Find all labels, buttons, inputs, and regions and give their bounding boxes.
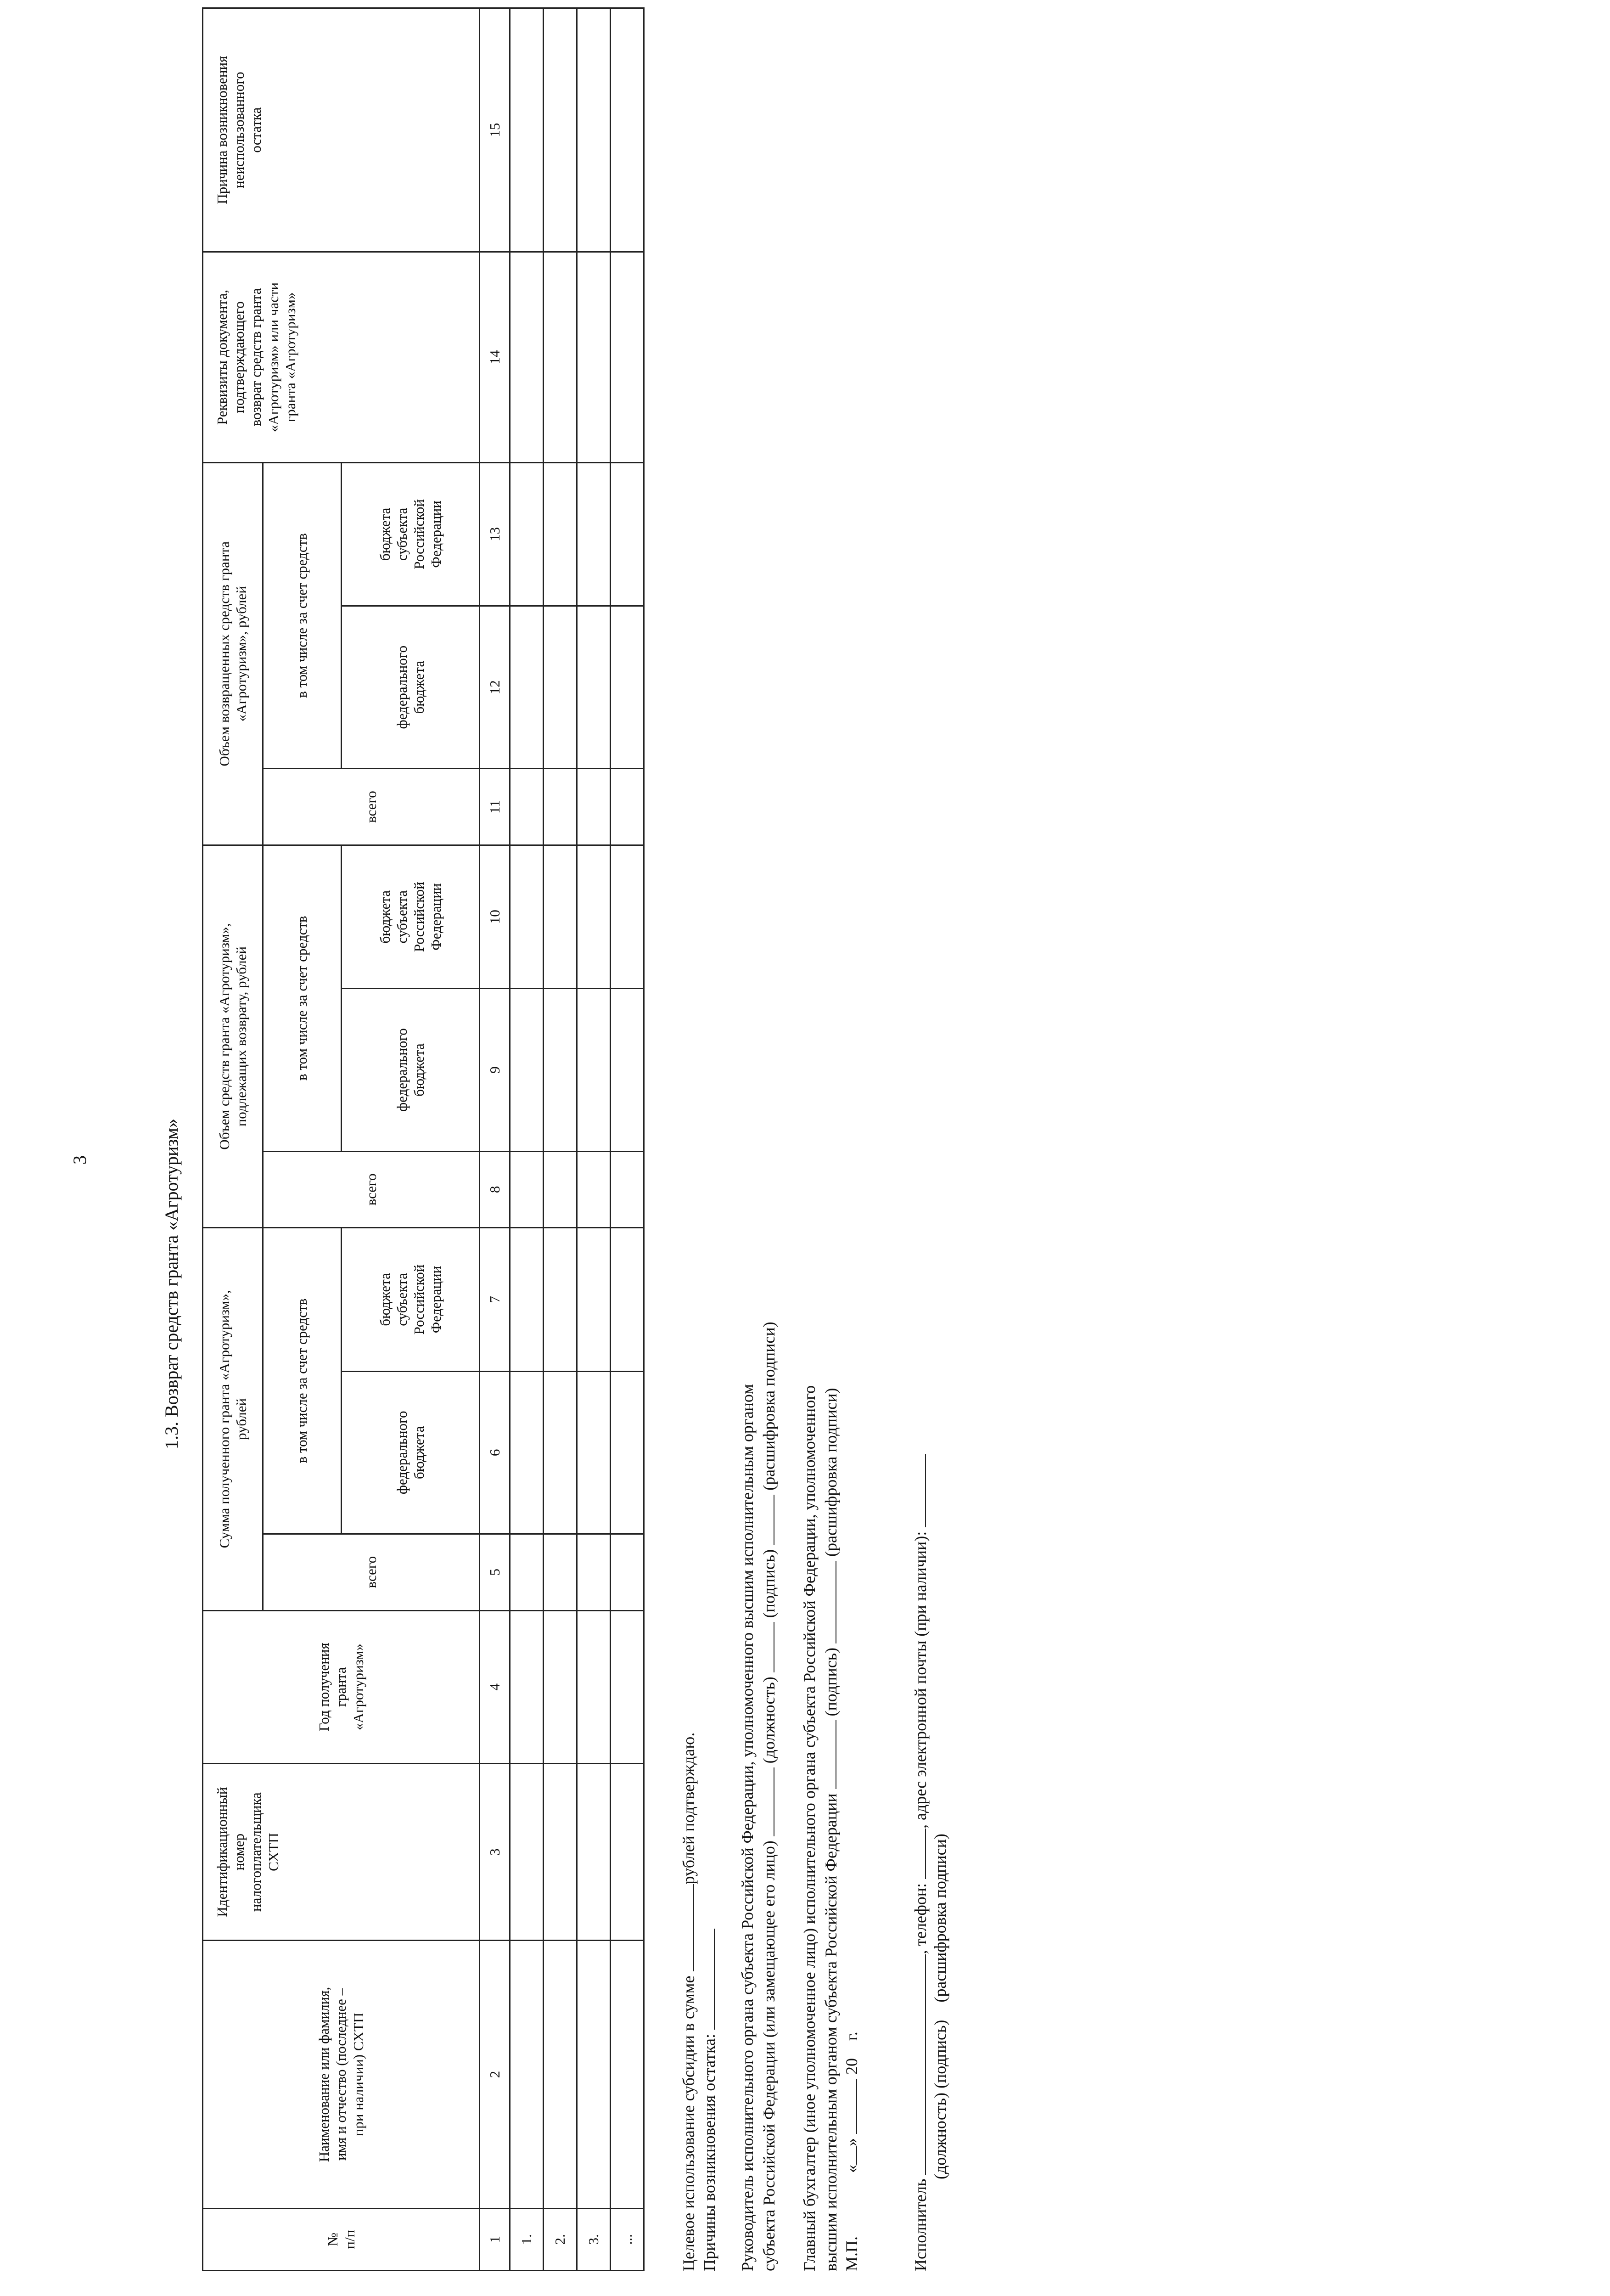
header-regional-1: бюджета субъекта Российской Федерации [342, 1228, 480, 1372]
head-signature-line-1: Руководитель исполнительного органа субъекта Российской Федерации, уполномоченного высшим исполнительным органом [738, 1384, 757, 2271]
header-federal-2: федерального бюджета [342, 989, 480, 1151]
header-total-2: всего [263, 1151, 480, 1228]
amount-blank [679, 1884, 694, 1971]
header-number: № п/п [203, 2208, 480, 2270]
column-number: 8 [480, 1151, 510, 1228]
header-name: Наименование или фамилия, имя и отчество (последнее – при наличии) СХТП [203, 1941, 480, 2208]
column-number: 14 [480, 252, 510, 462]
accountant-line-2: высшим исполнительным органом субъекта Российской Федерации (подпись) (расшифровка подписи) [822, 1388, 840, 2271]
header-regional-2: бюджета субъекта Российской Федерации [342, 845, 480, 989]
column-number: 7 [480, 1228, 510, 1372]
header-document-details: Реквизиты документа, подтверждающего возврат средств гранта «Агротуризм» или части гранта «Агротуризм» [203, 252, 480, 462]
accountant-line-1: Главный бухгалтер (иное уполномоченное лицо) исполнительного органа субъекта Российской Федерации, уполномоченного [800, 1385, 819, 2271]
column-number: 11 [480, 769, 510, 845]
header-total-1: всего [263, 1534, 480, 1610]
header-reason: Причина возникновения неиспользованного остатка [203, 8, 480, 252]
reasons-blank [700, 1929, 715, 2030]
header-federal-1: федерального бюджета [342, 1371, 480, 1534]
header-including-1: в том числе за счет средств [263, 1228, 342, 1534]
header-inn: Идентификационный номер налогоплательщика СХТП [203, 1763, 480, 1940]
head-signature-line-2: субъекта Российской Федерации (или замещающее его лицо) (должность) (подпись) (расшифровка подписи) [760, 1322, 778, 2271]
column-number: 4 [480, 1610, 510, 1763]
column-number: 2 [480, 1941, 510, 2208]
executor-sublabels: (должность) (подпись) (расшифровка подписи) [931, 1834, 949, 2179]
header-to-return: Объем средств гранта «Агротуризм», подлежащих возврату, рублей [203, 845, 263, 1227]
table-row [577, 8, 611, 2271]
column-number: 3 [480, 1763, 510, 1940]
row-number: 2. [544, 2208, 577, 2270]
column-number-row [480, 8, 510, 2271]
seal-and-date: М.П. «» 20 г. [842, 2032, 861, 2271]
column-number: 5 [480, 1534, 510, 1610]
subsidy-confirmation: Целевое использование субсидии в сумме рублей подтверждаю. [679, 1732, 698, 2271]
column-number: 15 [480, 8, 510, 252]
section-title: 1.3. Возврат средств гранта «Агротуризм» [161, 1119, 182, 1449]
row-number: 1. [510, 2208, 544, 2270]
header-received-grant: Сумма полученного гранта «Агротуризм», рублей [203, 1228, 263, 1610]
header-federal-3: федерального бюджета [342, 606, 480, 769]
column-number: 9 [480, 989, 510, 1151]
column-number: 12 [480, 606, 510, 769]
executor-line: Исполнитель , телефон: , адрес электронной почты (при наличии): [911, 1454, 929, 2271]
row-number: 3. [577, 2208, 611, 2270]
column-number: 10 [480, 845, 510, 989]
column-number: 6 [480, 1371, 510, 1534]
page-number: 3 [69, 1155, 90, 1165]
row-number: ... [611, 2208, 644, 2270]
table-row [510, 8, 544, 2271]
header-row-1 [203, 8, 263, 2271]
column-number: 1 [480, 2208, 510, 2270]
remainder-reasons: Причины возникновения остатка: [700, 1929, 718, 2271]
header-regional-3: бюджета субъекта Российской Федерации [342, 462, 480, 606]
header-including-2: в том числе за счет средств [263, 845, 342, 1151]
column-number: 13 [480, 462, 510, 606]
table-row [611, 8, 644, 2271]
header-returned: Объем возвращенных средств гранта «Агротуризм», рублей [203, 462, 263, 845]
grant-return-table [202, 7, 645, 2271]
header-including-3: в том числе за счет средств [263, 462, 342, 769]
header-year: Год получения гранта «Агротуризм» [203, 1610, 480, 1763]
header-total-3: всего [263, 769, 480, 845]
table-row [544, 8, 577, 2271]
